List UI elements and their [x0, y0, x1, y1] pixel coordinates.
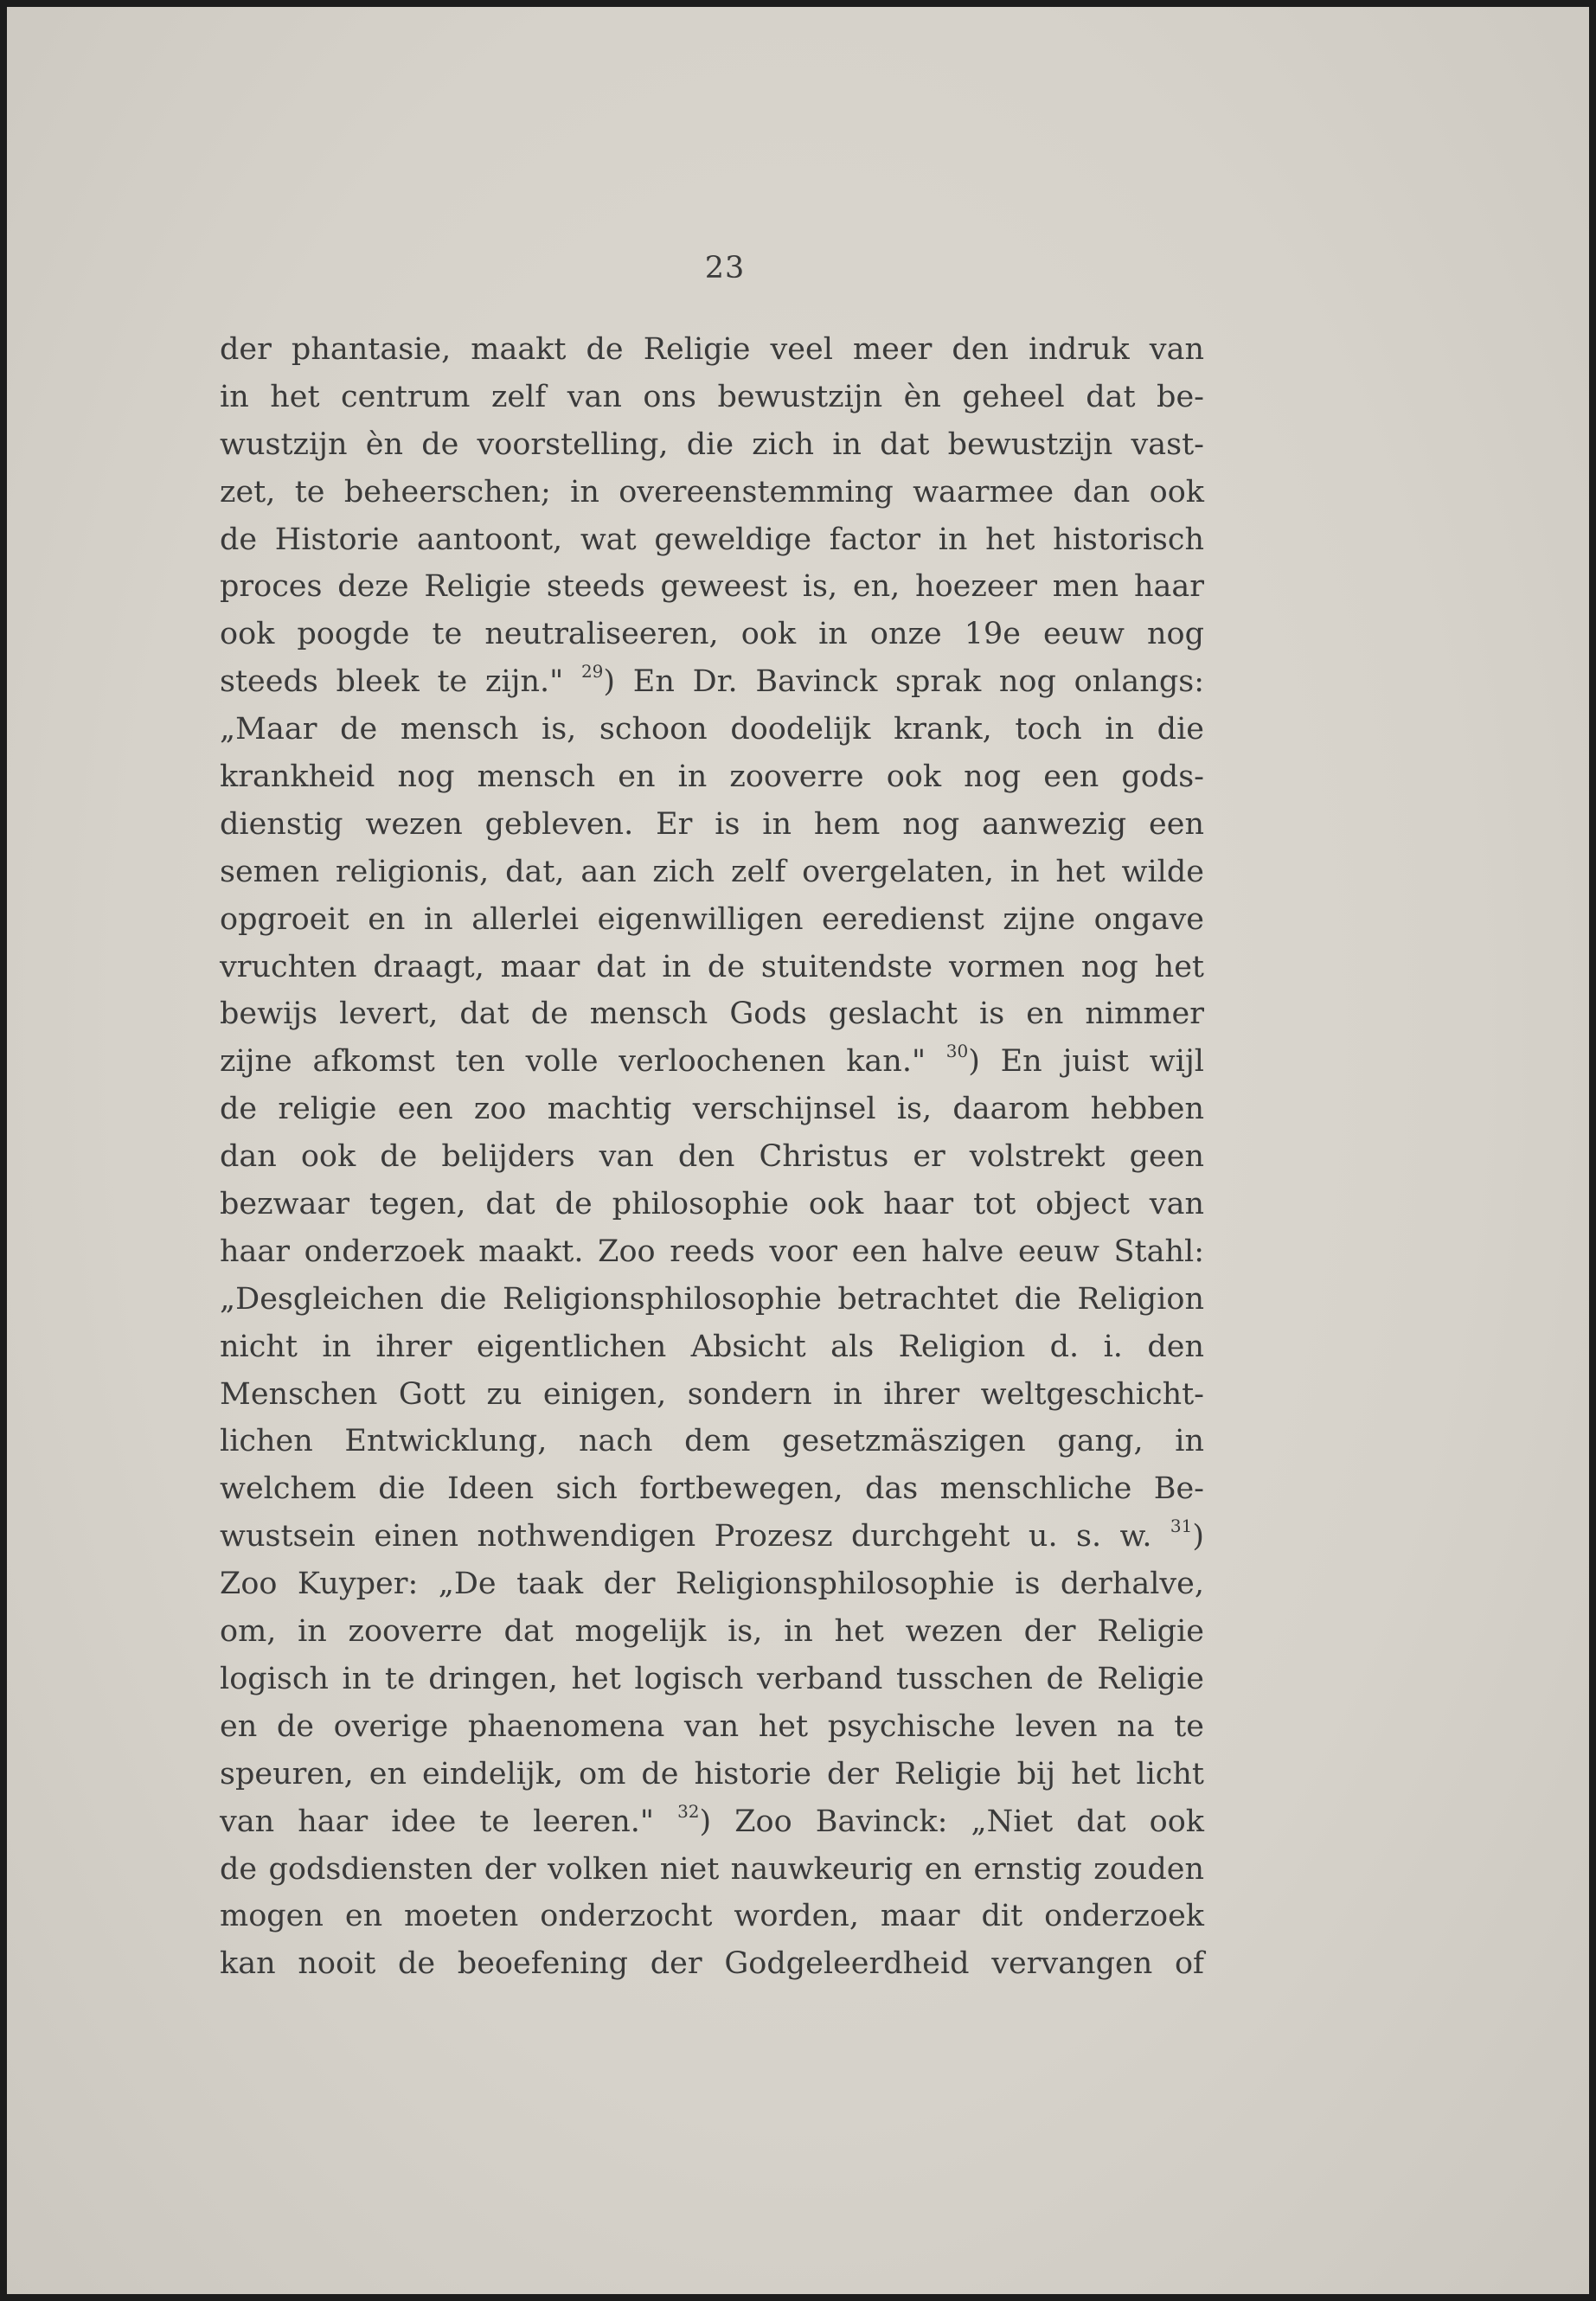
- text-line: en de overige phaenomena van het psychische leven na te: [220, 1708, 1204, 1744]
- body-text: [220, 326, 1204, 1988]
- text-line: krankheid nog mensch en in zooverre ook nog een gods-: [220, 760, 1204, 795]
- text-line: zet, te beheerschen; in overeenstemming waarmee dan ook: [220, 474, 1204, 510]
- text-segment: ) En juist wijl: [968, 1044, 1204, 1080]
- footnote-ref: 30: [945, 1041, 969, 1062]
- text-line: logisch in te dringen, het logisch verband tusschen de Religie: [220, 1661, 1204, 1696]
- text-line: proces deze Religie steeds geweest is, en, hoezeer men haar: [220, 569, 1204, 605]
- text-segment: wustsein einen nothwendigen Prozesz durchgeht u. s. w.: [220, 1519, 1170, 1554]
- text-line: [220, 658, 1204, 706]
- text-line: welchem die Ideen sich fortbewegen, das menschliche Be-: [220, 1471, 1204, 1507]
- footnote-ref: 31: [1170, 1516, 1193, 1537]
- text-line: „Desgleichen die Religionsphilosophie betrachtet die Religion: [220, 1281, 1204, 1317]
- text-line: mogen en moeten onderzocht worden, maar dit onderzoek: [220, 1899, 1204, 1934]
- text-line: vruchten draagt, maar dat in de stuitendste vormen nog het: [220, 949, 1204, 984]
- text-line: de godsdiensten der volken niet nauwkeurig en ernstig zouden: [220, 1851, 1204, 1887]
- text-line: de Historie aantoont, wat geweldige factor in het historisch: [220, 522, 1204, 557]
- text-line: wustzijn èn de voorstelling, die zich in dat bewustzijn vast-: [220, 426, 1204, 462]
- text-line: semen religionis, dat, aan zich zelf overgelaten, in het wilde: [220, 854, 1204, 889]
- text-segment: ) En Dr. Bavinck sprak nog onlangs:: [603, 664, 1204, 700]
- text-line: de religie een zoo machtig verschijnsel is, daarom hebben: [220, 1092, 1204, 1127]
- text-segment: ): [1192, 1519, 1204, 1554]
- text-line: „Maar de mensch is, schoon doodelijk krank, toch in die: [220, 712, 1204, 747]
- text-line: dan ook de belijders van den Christus er volstrekt geen: [220, 1139, 1204, 1175]
- text-segment: ) Zoo Bavinck: „Niet dat ook: [699, 1804, 1204, 1839]
- book-page: [7, 7, 1589, 2294]
- text-line: bezwaar tegen, dat de philosophie ook haar tot object van: [220, 1187, 1204, 1222]
- text-line: ook poogde te neutraliseeren, ook in onze 19e eeuw nog: [220, 617, 1204, 652]
- text-line: bewijs levert, dat de mensch Gods geslacht is en nimmer: [220, 997, 1204, 1032]
- footnote-ref: 32: [677, 1800, 700, 1822]
- text-line: [220, 1798, 1204, 1846]
- text-line: speuren, en eindelijk, om de historie der Religie bij het licht: [220, 1756, 1204, 1791]
- text-line: nicht in ihrer eigentlichen Absicht als Religion d. i. den: [220, 1329, 1204, 1364]
- page-number: 23: [704, 251, 746, 285]
- text-line: haar onderzoek maakt. Zoo reeds voor een halve eeuw Stahl:: [220, 1234, 1204, 1269]
- text-line: opgroeit en in allerlei eigenwilligen eeredienst zijne ongave: [220, 901, 1204, 937]
- text-line: dienstig wezen gebleven. Er is in hem nog aanwezig een: [220, 806, 1204, 842]
- text-line: Zoo Kuyper: „De taak der Religionsphilosophie is derhalve,: [220, 1567, 1204, 1602]
- text-line: kan nooit de beoefening der Godgeleerdheid vervangen of: [220, 1946, 1204, 1982]
- text-line: [220, 1038, 1204, 1086]
- text-line: lichen Entwicklung, nach dem gesetzmäszigen gang, in: [220, 1424, 1204, 1459]
- text-line: [220, 1513, 1204, 1561]
- text-segment: steeds bleek te zijn.": [220, 664, 581, 700]
- text-line: Menschen Gott zu einigen, sondern in ihrer weltgeschicht-: [220, 1376, 1204, 1412]
- footnote-ref: 29: [580, 661, 604, 683]
- text-line: om, in zooverre dat mogelijk is, in het wezen der Religie: [220, 1614, 1204, 1650]
- text-segment: zijne afkomst ten volle verloochenen kan.": [220, 1044, 946, 1080]
- text-line: der phantasie, maakt de Religie veel meer den indruk van: [220, 332, 1204, 367]
- text-line: in het centrum zelf van ons bewustzijn èn geheel dat be-: [220, 379, 1204, 414]
- text-segment: van haar idee te leeren.": [220, 1804, 678, 1839]
